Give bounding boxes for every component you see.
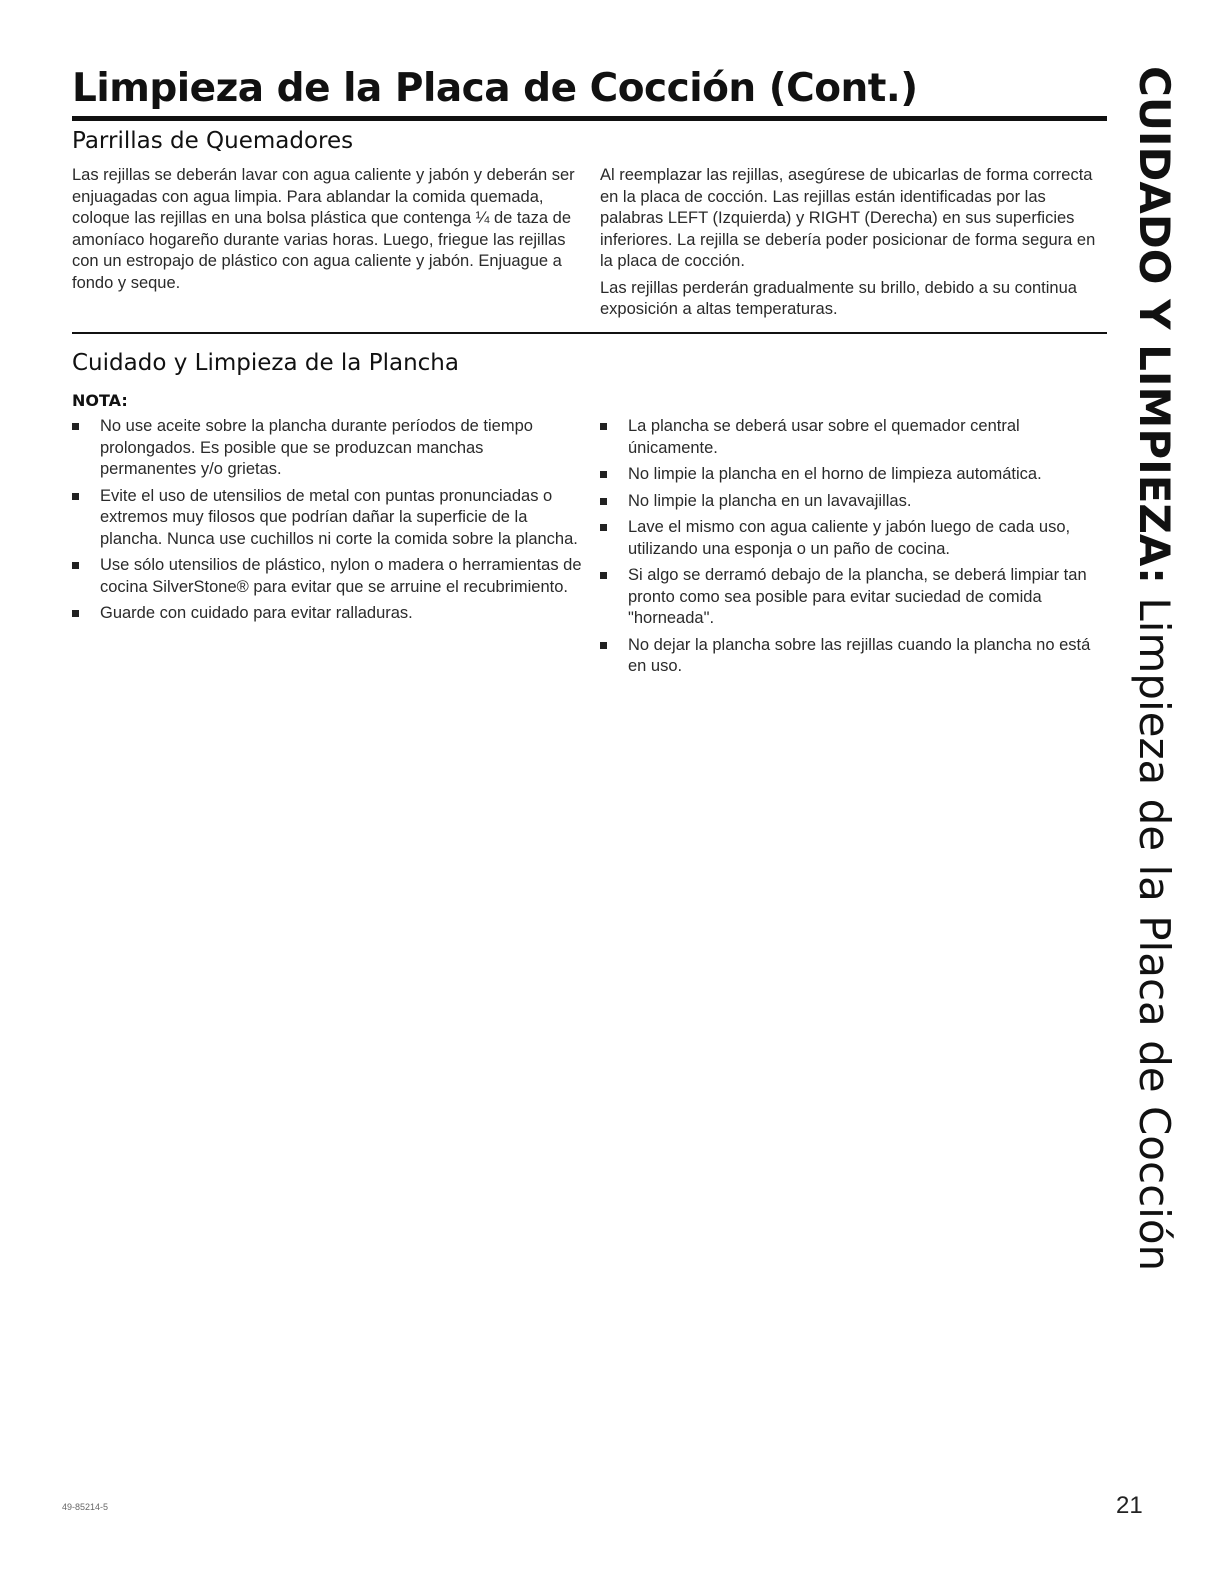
list-item-text: Use sólo utensilios de plástico, nylon o madera o herramientas de cocina SilverStone® para evitar que se arruine el recubrimiento.: [100, 556, 582, 596]
page-number: 21: [1116, 1492, 1143, 1519]
note-label: NOTA:: [72, 391, 128, 410]
grates-discoloration-paragraph: Las rejillas perderán gradualmente su brillo, debido a su continua exposición a altas temperaturas.: [600, 278, 1077, 318]
list-item: [600, 517, 1105, 560]
section1-right-column: [600, 165, 1105, 326]
list-item-text: No use aceite sobre la plancha durante períodos de tiempo prolongados. Es posible que se produzcan manchas permanentes y/o grietas.: [100, 417, 533, 478]
list-item: [600, 464, 1105, 486]
bullet-square-icon: [72, 562, 79, 569]
list-item: [72, 603, 582, 625]
list-item: [600, 635, 1105, 678]
list-item: [72, 416, 582, 481]
bullet-square-icon: [72, 610, 79, 617]
list-item: [600, 491, 1105, 513]
list-item-text: No limpie la plancha en el horno de limpieza automática.: [628, 465, 1042, 483]
chapter-sidebar-label: [1124, 66, 1184, 1272]
page-title: Limpieza de la Placa de Cocción (Cont.): [72, 66, 918, 111]
bullet-square-icon: [72, 493, 79, 500]
bullet-square-icon: [600, 572, 607, 579]
list-item-text: Evite el uso de utensilios de metal con puntas pronunciadas o extremos muy filosos que podrían dañar la superficie de la plancha. Nunca use cuchillos ni corte la comida sobre la plancha.: [100, 486, 578, 548]
grates-replacement-paragraph: Al reemplazar las rejillas, asegúrese de ubicarlas de forma correcta en la placa de cocción. Las rejillas están identificadas por las palabras LEFT (Izquierda) y RIGHT (Derecha) en sus superficies inferiores. La rejilla se debería poder posicionar de forma segura en la placa de cocción.: [600, 166, 1096, 270]
griddle-notes-right-list: [600, 416, 1105, 678]
sidebar-section-name: Limpieza de la Placa de Cocción: [1130, 583, 1179, 1272]
list-item: [600, 565, 1105, 630]
section1-left-column: [72, 165, 577, 299]
section-title-burner-grates: Parrillas de Quemadores: [72, 128, 354, 154]
list-item-text: No dejar la plancha sobre las rejillas cuando la plancha no está en uso.: [628, 635, 1091, 675]
bullet-square-icon: [600, 642, 607, 649]
section-divider: [72, 332, 1107, 334]
bullet-square-icon: [600, 423, 607, 430]
list-item-text: Si algo se derramó debajo de la plancha, se deberá limpiar tan pronto como sea posible para evitar suciedad de comida "horneada".: [628, 566, 1087, 627]
list-item: [72, 555, 582, 598]
list-item: [600, 416, 1105, 459]
list-item-text: No limpie la plancha en un lavavajillas.: [628, 491, 912, 510]
list-item-text: Guarde con cuidado para evitar ralladuras.: [100, 604, 413, 622]
list-item-text: La plancha se deberá usar sobre el quemador central únicamente.: [628, 417, 1020, 457]
bullet-square-icon: [600, 471, 607, 478]
title-divider: [72, 116, 1107, 121]
document-code: 49-85214-5: [62, 1502, 109, 1512]
section2-left-column: [72, 416, 582, 630]
list-item: [72, 486, 582, 551]
grates-cleaning-paragraph: Las rejillas se deberán lavar con agua caliente y jabón y deberán ser enjuagadas con agua limpia. Para ablandar la comida quemada, coloque las rejillas en una bolsa plástica que contenga ¼ de taza de amoníaco hogareño durante varias horas. Luego, friegue las rejillas con un estropajo de plástico con agua caliente y jabón. Enjuague a fondo y seque.: [72, 166, 575, 292]
bullet-square-icon: [72, 423, 79, 430]
sidebar-chapter-name: CUIDADO Y LIMPIEZA:: [1130, 66, 1179, 584]
section-title-griddle: Cuidado y Limpieza de la Plancha: [72, 350, 459, 376]
section2-right-column: [600, 416, 1105, 683]
bullet-square-icon: [600, 498, 607, 505]
griddle-notes-left-list: [72, 416, 582, 625]
bullet-square-icon: [600, 524, 607, 531]
list-item-text: Lave el mismo con agua caliente y jabón luego de cada uso, utilizando una esponja o un paño de cocina.: [628, 518, 1071, 558]
